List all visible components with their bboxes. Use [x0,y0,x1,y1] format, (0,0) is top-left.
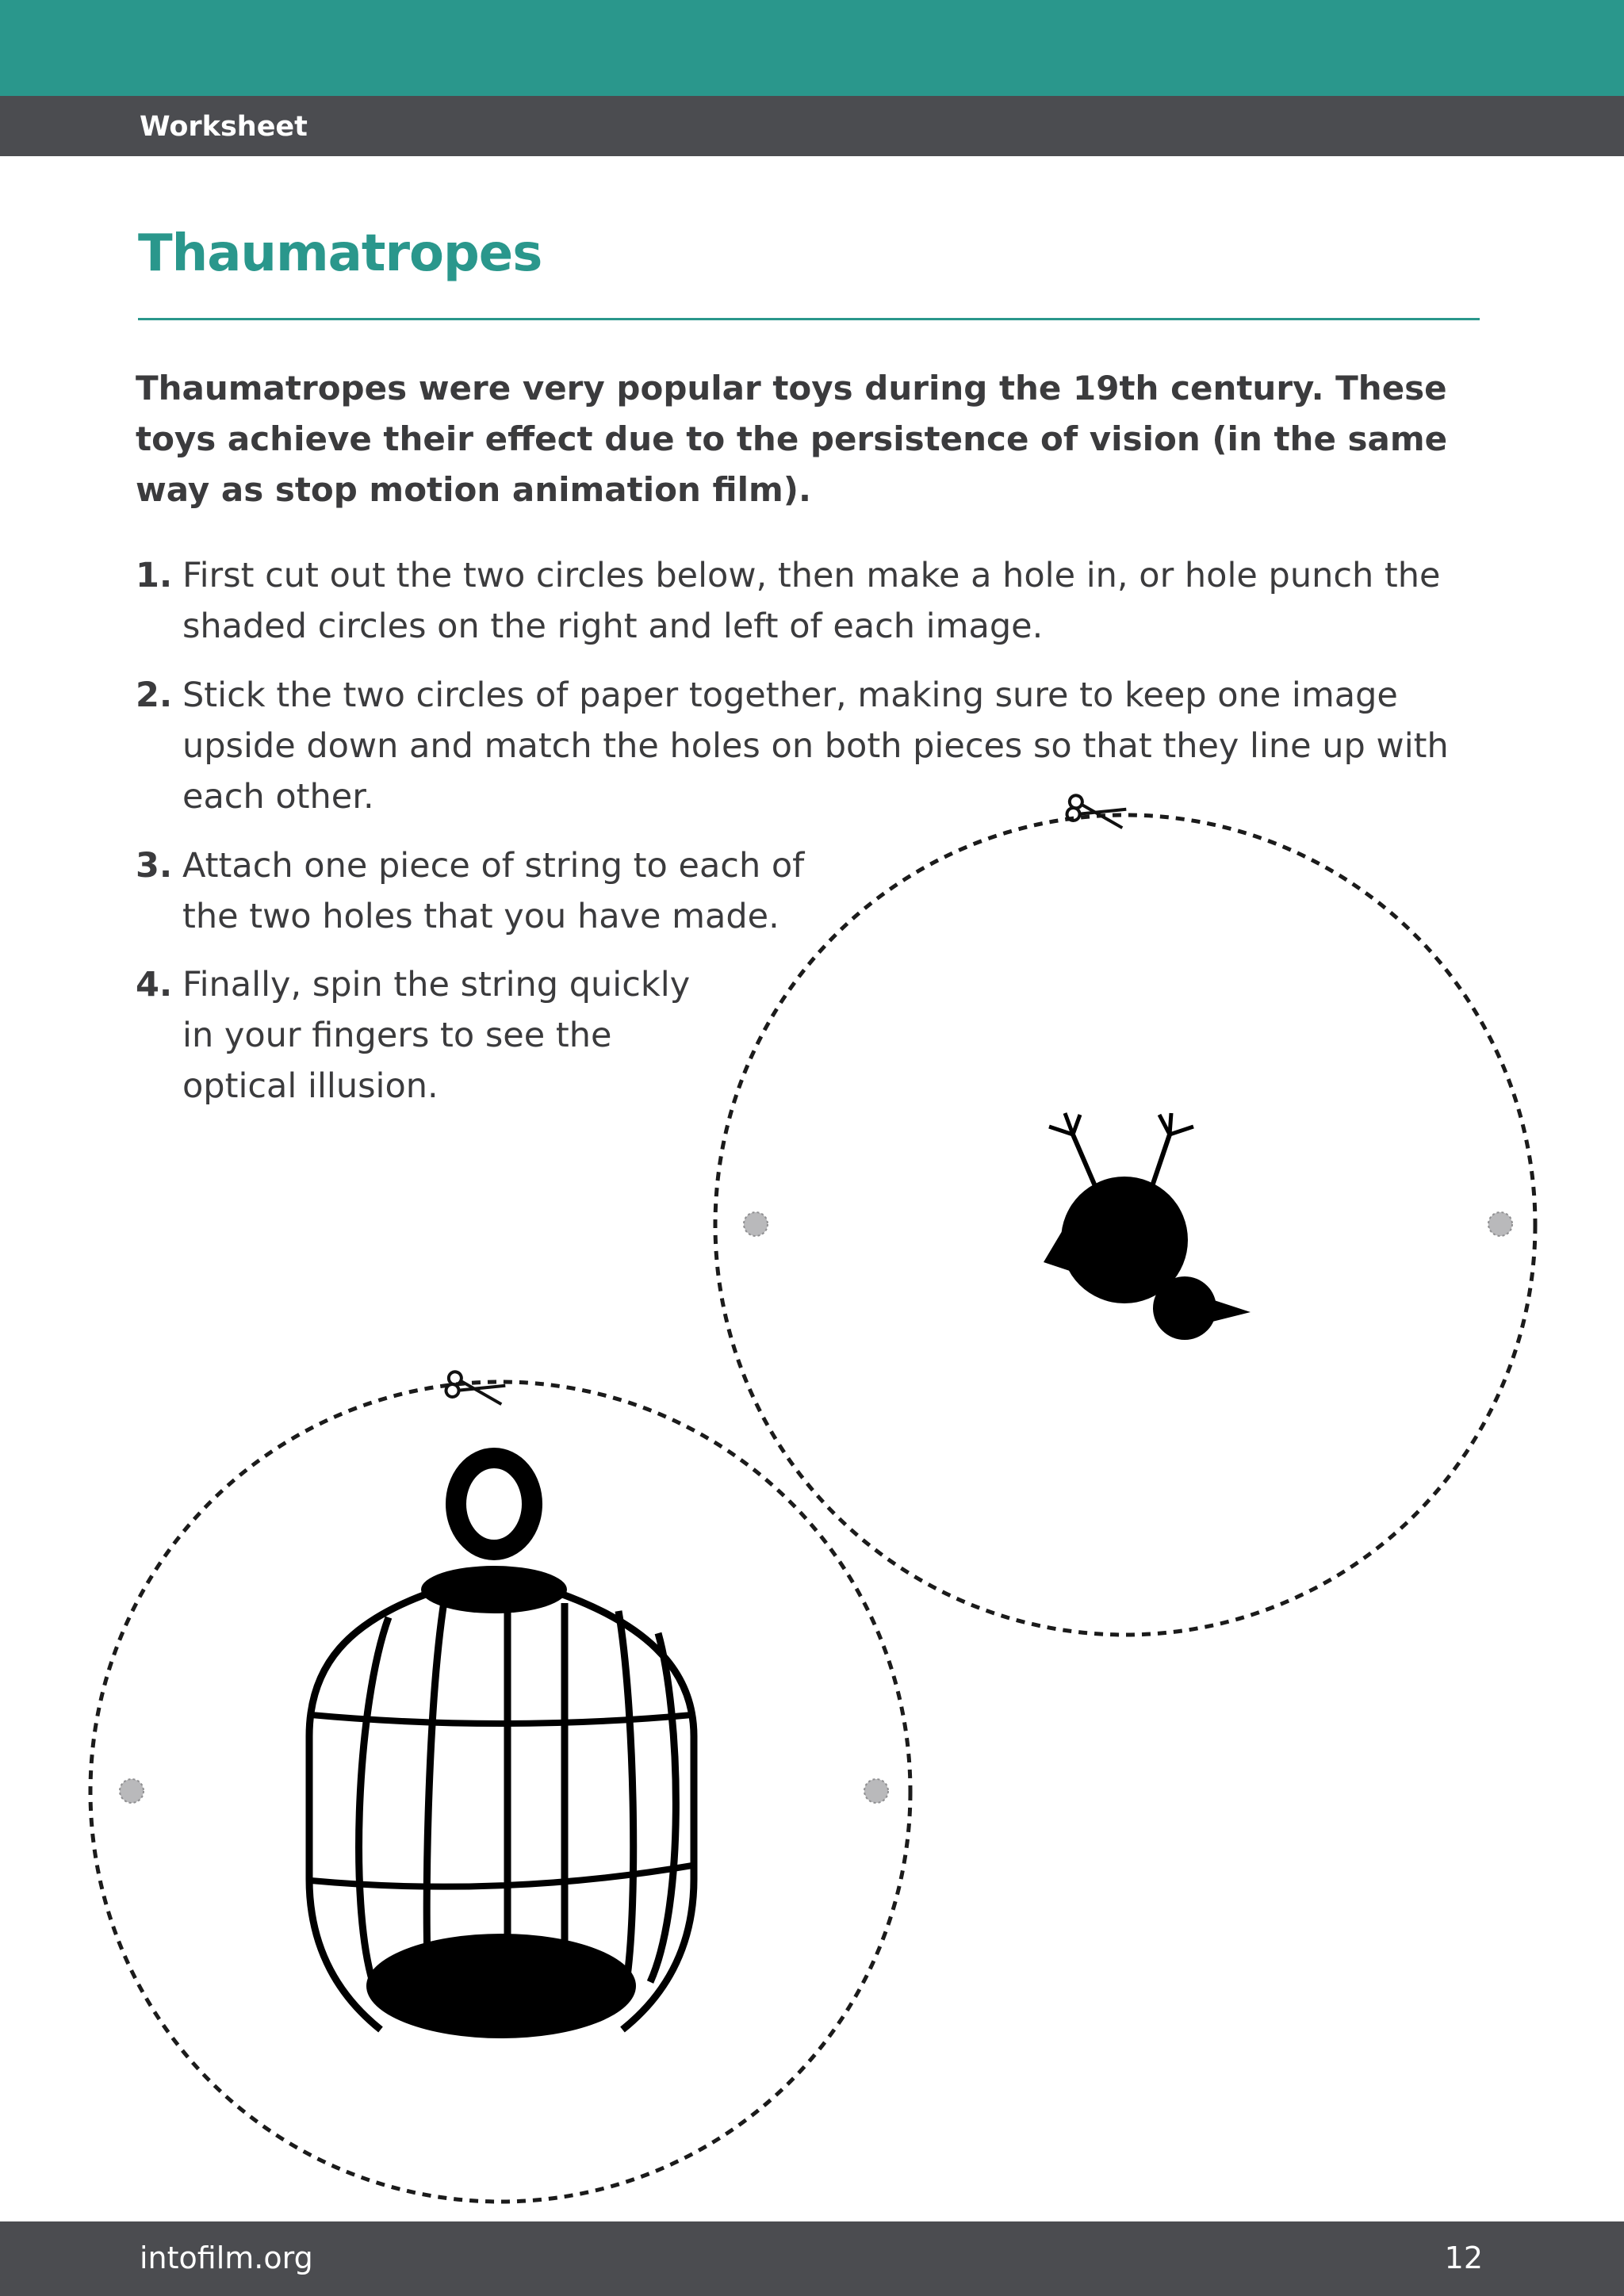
scissors-icon [1066,794,1127,831]
step-line: the two holes that you have made. [182,897,779,936]
step-line: First cut out the two circles below, then make a hole in, or hole punch the [182,556,1441,595]
step-line: optical illusion. [182,1066,439,1106]
step-line: upside down and match the holes on both pieces so that they line up with [182,726,1449,766]
birdcage-icon [309,1458,694,2038]
upside-down-bird-icon [1044,1113,1251,1340]
step-line: Stick the two circles of paper together, making sure to keep one image [182,675,1398,715]
step-number: 2. [136,675,173,715]
intro-paragraph: Thaumatropes were very popular toys during the 19th century. These toys achieve their effect due to the persistence of vision (in the same way as stop motion animation film). [136,369,1448,509]
worksheet-label: Worksheet [140,111,308,143]
page-number: 12 [1444,2241,1483,2275]
step-number: 4. [136,965,173,1004]
step-line: Attach one piece of string to each of [182,846,805,886]
step-line: Finally, spin the string quickly [182,965,691,1004]
step-number: 3. [136,846,173,886]
bird-cutout-circle[interactable] [715,794,1535,1635]
cage-cutout-circle[interactable] [90,1371,910,2202]
step-line: each other. [182,777,374,817]
page-title: Thaumatropes [138,224,542,283]
left-punch-hole[interactable] [744,1212,768,1236]
footer-website[interactable]: intofilm.org [140,2241,313,2275]
left-punch-hole[interactable] [120,1779,144,1803]
step-number: 1. [136,556,173,595]
scissors-icon [445,1371,506,1407]
step-line: in your fingers to see the [182,1016,612,1055]
right-punch-hole[interactable] [864,1779,888,1803]
right-punch-hole[interactable] [1488,1212,1512,1236]
step-line: shaded circles on the right and left of each image. [182,607,1044,646]
